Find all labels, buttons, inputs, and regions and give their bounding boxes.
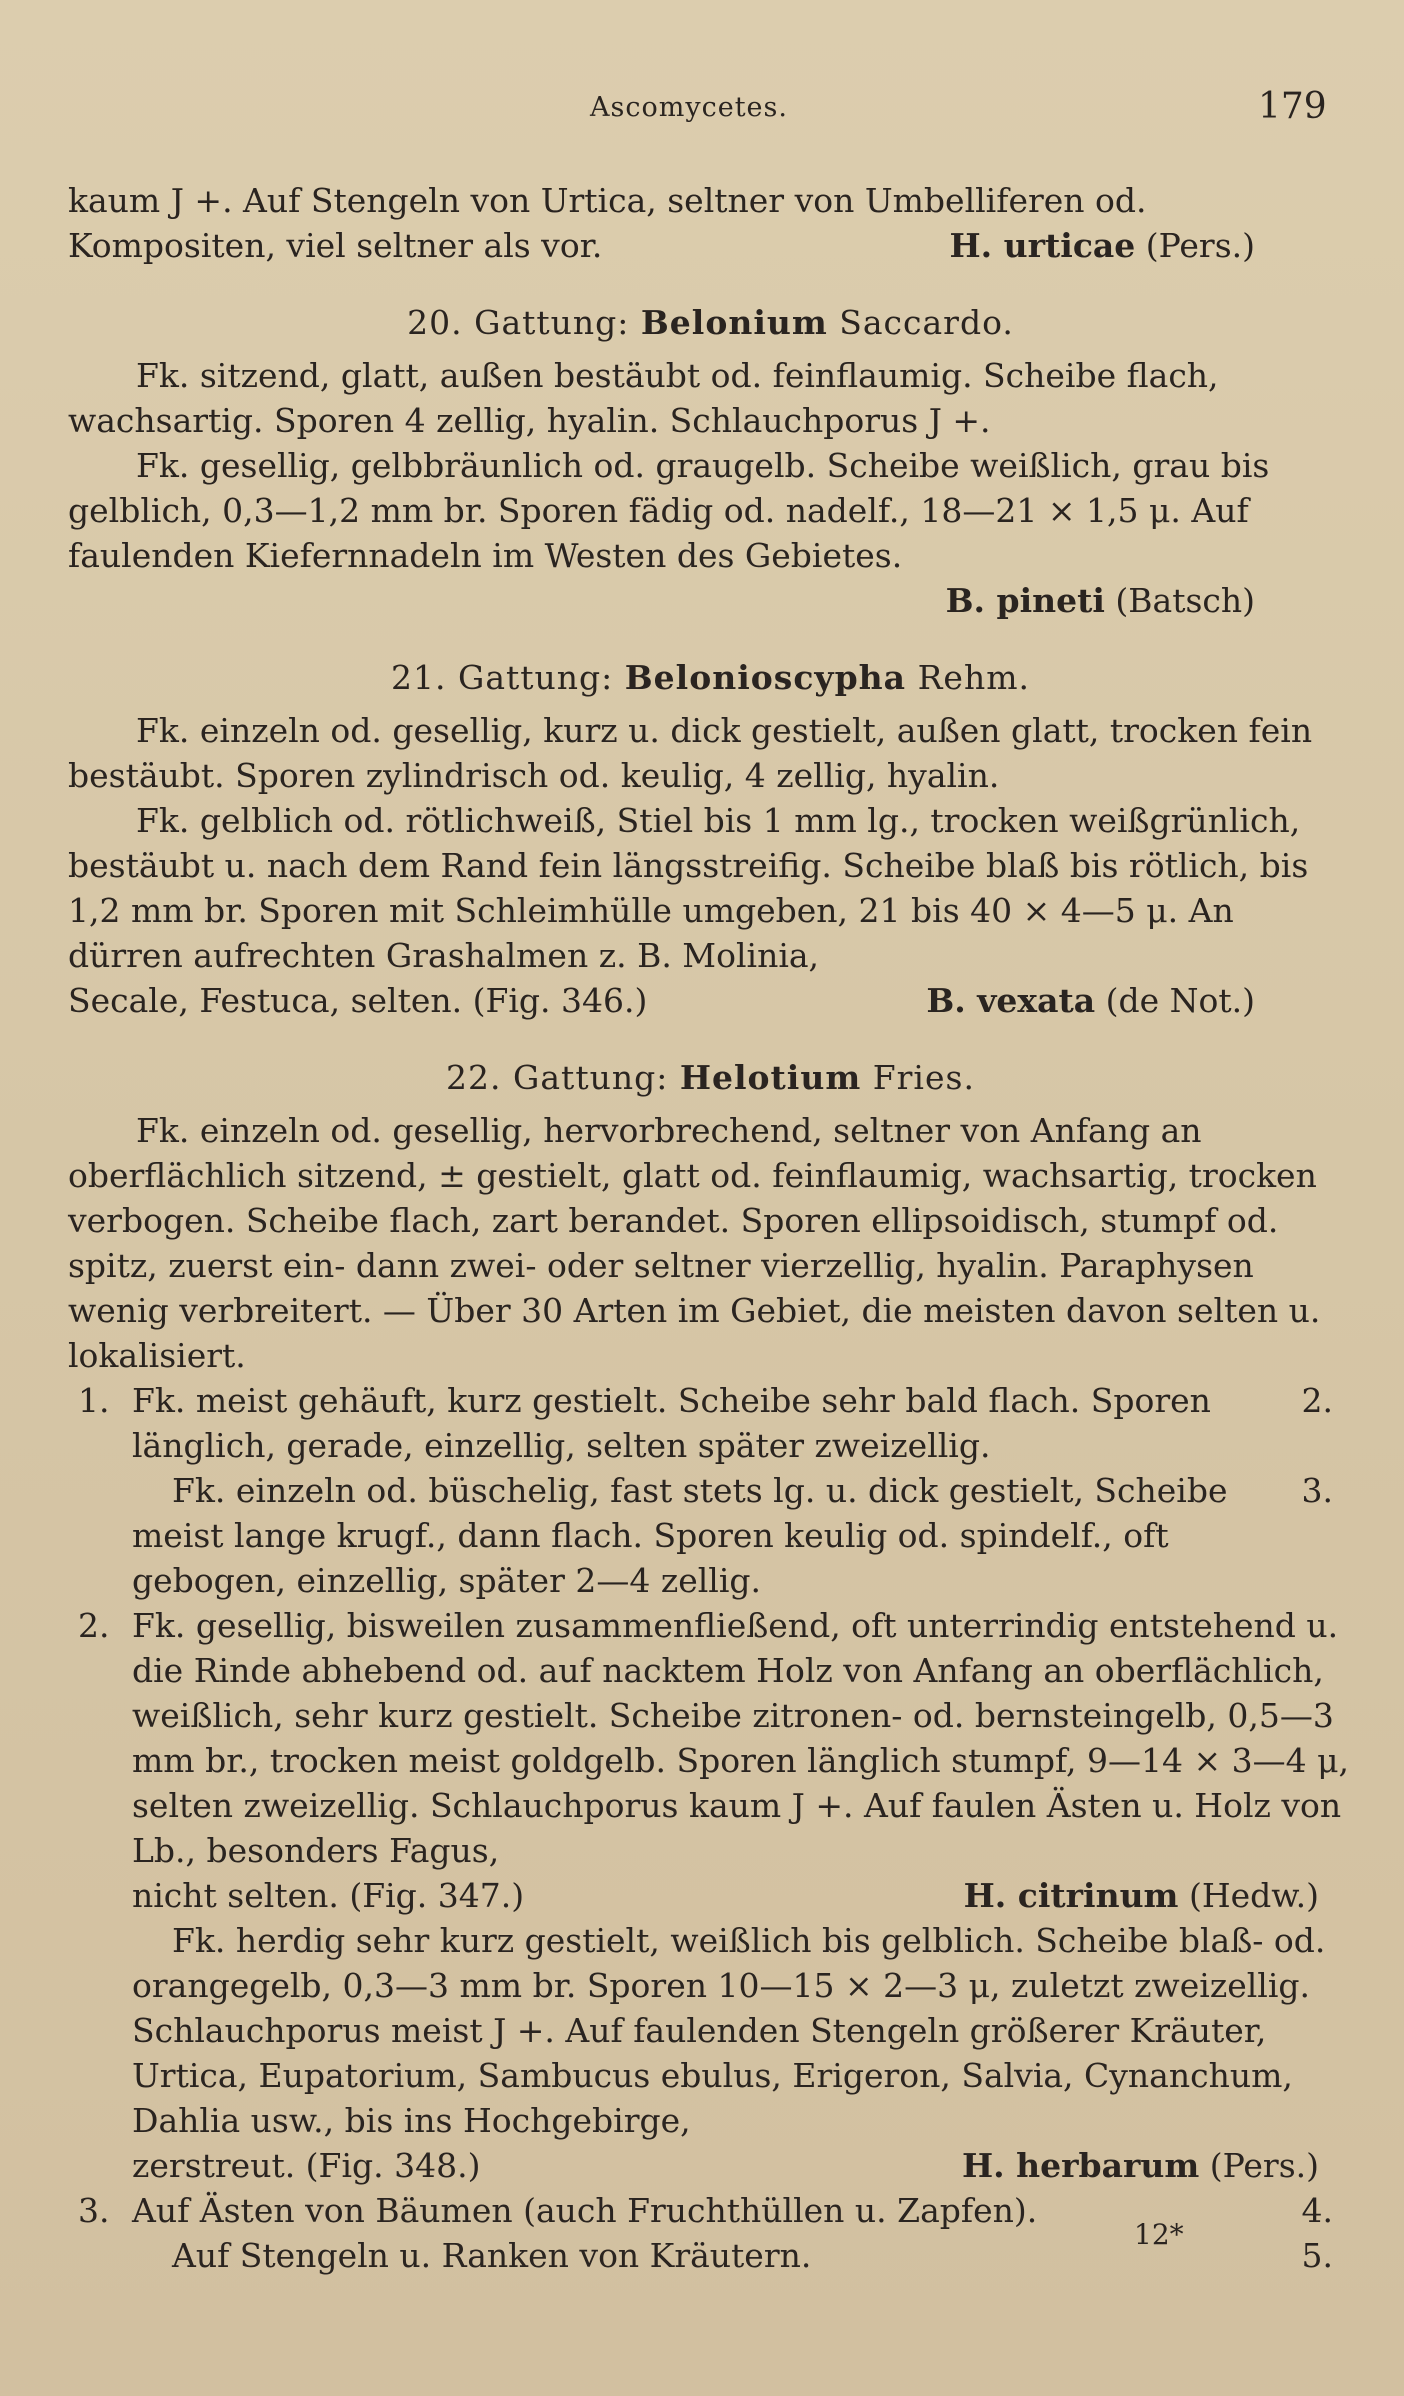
key-lead-target: 3.: [1301, 1471, 1333, 1510]
key-number: 2.: [78, 1606, 110, 1645]
key-lead-target: 5.: [1301, 2236, 1333, 2275]
key-number: 3.: [78, 2191, 110, 2230]
species-citrinum: [964, 1873, 1319, 1918]
species-author: (Batsch): [1115, 581, 1255, 620]
species-description: Fk. gesellig, gelbbräunlich od. graugelb. Scheibe weißlich, grau bis gelblich, 0,3—1,2 mm br. Sporen fädig od. nadelf., 18—21 × 1,5 μ. Auf faulenden Kiefernnadeln im Westen des Gebietes.: [68, 446, 1270, 575]
genus-description: Fk. einzeln od. gesellig, hervorbrechend, seltner von Anfang an oberflächlich sitzend, ± gestielt, glatt od. feinflaumig, wachsartig, trocken verbogen. Scheibe flach, zart berandet. Sporen ellipsoidisch, stumpf od. spitz, zuerst ein- dann zwei- oder seltner vierzellig, hyalin. Paraphysen wenig verbreitert. — Über 30 Arten im Gebiet, die meisten davon selten u. lokalisiert.: [68, 1111, 1321, 1375]
page-header: [0, 86, 1404, 130]
key-lead-2a: [68, 1603, 1353, 1918]
key-lead-text: Fk. gesellig, bisweilen zusammenfließend, oft unterrindig entstehend u. die Rinde abhebend od. auf nacktem Holz von Anfang an oberflächlich, weißlich, sehr kurz gestielt. Scheibe zitronen- od. bernsteingelb, 0,5—3 mm br., trocken meist goldgelb. Sporen länglich stumpf, 9—14 × 3—4 μ, selten zweizellig. Schlauchporus kaum J +. Auf faulen Ästen u. Holz von Lb., besonders Fagus,: [132, 1606, 1350, 1870]
key-lead-text: Fk. herdig sehr kurz gestielt, weißlich bis gelblich. Scheibe blaß- od. orangegelb, 0,3—3 mm br. Sporen 10—15 × 2—3 μ, zuletzt zweizellig. Schlauchporus meist J +. Auf faulenden Stengeln größerer Kräuter, Urtica, Eupatorium, Sambucus ebulus, Erigeron, Salvia, Cynanchum, Dahlia usw., bis ins Hochgebirge,: [132, 1921, 1326, 2140]
species-urticae: [950, 223, 1256, 268]
genus-author: Saccardo.: [839, 303, 1014, 342]
signature-mark: 12*: [1134, 2218, 1184, 2251]
continuation-text: Kompositen, viel seltner als vor.: [68, 226, 603, 265]
key-lead-text: Fk. meist gehäuft, kurz gestielt. Scheibe sehr bald flach. Sporen länglich, gerade, einzellig, selten später zweizellig.: [132, 1381, 1211, 1465]
key-lead-target: 4.: [1301, 2191, 1333, 2230]
genus-number: 21. Gattung:: [391, 658, 614, 697]
page-body: [68, 178, 1353, 2278]
species-author: (de Not.): [1105, 981, 1255, 1020]
species-name: B. vexata: [926, 981, 1096, 1020]
key-lead-1b: [68, 1468, 1353, 1603]
key-lead-text: Auf Ästen von Bäumen (auch Fruchthüllen u. Zapfen).: [132, 2191, 1038, 2230]
species-name: H. citrinum: [963, 1876, 1179, 1915]
species-locality: zerstreut. (Fig. 348.): [132, 2146, 481, 2185]
genus-heading-belonium: [68, 300, 1353, 345]
genus-number: 20. Gattung:: [407, 303, 630, 342]
genus-number: 22. Gattung:: [446, 1058, 669, 1097]
genus-name: Belonium: [640, 303, 828, 342]
species-name: B. pineti: [945, 581, 1105, 620]
continuation-line-2: [68, 223, 1353, 268]
key-item-1: [68, 1378, 1353, 1603]
key-lead-1a: [68, 1378, 1353, 1468]
species-vexata: [926, 978, 1255, 1023]
species-herbarum: [962, 2143, 1319, 2188]
genus-name: Helotium: [679, 1058, 862, 1097]
key-number: 1.: [78, 1381, 110, 1420]
key-lead-2b: [68, 1918, 1353, 2188]
genus-author: Rehm.: [917, 658, 1030, 697]
key-lead-text: Fk. einzeln od. büschelig, fast stets lg. u. dick gestielt, Scheibe meist lange krugf., dann flach. Sporen keulig od. spindelf., oft gebogen, einzellig, später 2—4 zellig.: [132, 1471, 1228, 1600]
genus-name: Belonioscypha: [624, 658, 907, 697]
continuation-line-1: kaum J +. Auf Stengeln von Urtica, seltner von Umbelliferen od.: [68, 181, 1147, 220]
species-author: (Hedw.): [1188, 1876, 1319, 1915]
genus-description: Fk. sitzend, glatt, außen bestäubt od. feinflaumig. Scheibe flach, wachsartig. Sporen 4 zellig, hyalin. Schlauchporus J +.: [68, 356, 1219, 440]
species-author: (Pers.): [1209, 2146, 1319, 2185]
genus-author: Fries.: [872, 1058, 975, 1097]
genus-description: Fk. einzeln od. gesellig, kurz u. dick gestielt, außen glatt, trocken fein bestäubt. Sporen zylindrisch od. keulig, 4 zellig, hyalin.: [68, 711, 1313, 795]
species-locality: Secale, Festuca, selten. (Fig. 346.): [68, 981, 648, 1020]
species-pineti: [68, 578, 1353, 623]
key-lead-last-line: [132, 1873, 1353, 1918]
page-number: 179: [1258, 86, 1327, 127]
genus-heading-belonioscypha: [68, 655, 1353, 700]
key-lead-text: Auf Stengeln u. Ranken von Kräutern.: [172, 2236, 812, 2275]
species-name: H. herbarum: [962, 2146, 1200, 2185]
species-author: (Pers.): [1145, 226, 1255, 265]
key-lead-target: 2.: [1301, 1381, 1333, 1420]
species-locality: nicht selten. (Fig. 347.): [132, 1876, 525, 1915]
running-title: Ascomycetes.: [590, 92, 788, 123]
key-lead-last-line: [132, 2143, 1353, 2188]
species-name: H. urticae: [949, 226, 1136, 265]
genus-heading-helotium: [68, 1055, 1353, 1100]
species-description-last-line: [68, 978, 1353, 1023]
key-item-2: [68, 1603, 1353, 2188]
species-description: Fk. gelblich od. rötlichweiß, Stiel bis 1 mm lg., trocken weißgrünlich, bestäubt u. nach dem Rand fein längsstreifig. Scheibe blaß bis rötlich, bis 1,2 mm br. Sporen mit Schleimhülle umgeben, 21 bis 40 × 4—5 μ. An dürren aufrechten Grashalmen z. B. Molinia,: [68, 801, 1309, 975]
